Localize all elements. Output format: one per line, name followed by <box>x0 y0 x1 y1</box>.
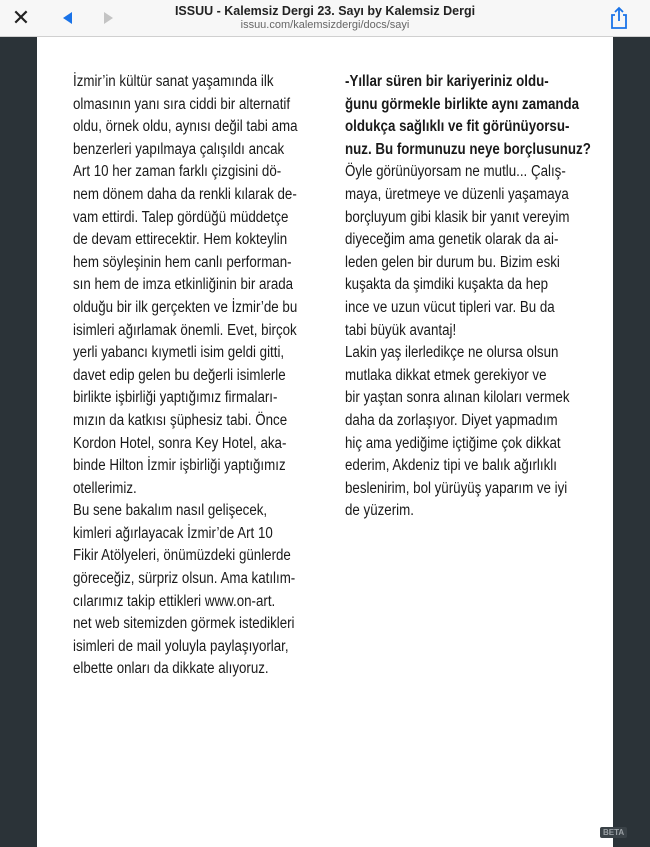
interview-answer <box>345 161 603 523</box>
text-line: göreceğiz, sürpriz olsun. Ama katılım- <box>73 570 296 588</box>
text-line: diyeceğim ama genetik olarak da ai- <box>345 231 559 249</box>
text-line: -Yıllar süren bir kariyeriniz oldu- <box>345 73 549 90</box>
text-line: maya, üretmeye ve düzenli yaşamaya <box>345 185 569 203</box>
text-line: nem dönem daha da renkli kılarak de- <box>73 185 297 203</box>
text-line: otellerimiz. <box>73 479 137 497</box>
text-line: Kordon Hotel, sonra Key Hotel, aka- <box>73 434 287 452</box>
text-line: olduğu bir ilk gerçekten ve İzmir’de bu <box>73 298 298 316</box>
text-line: daha da zorlaşıyor. Diyet yapmadım <box>345 411 558 429</box>
text-line: oldukça sağlıklı ve fit görünüyorsu- <box>345 118 570 136</box>
text-line: bir yaştan sonra alınan kiloları vermek <box>345 389 570 407</box>
text-line: İzmir’in kültür sanat yaşamında ilk <box>73 73 274 90</box>
forward-arrow-icon[interactable] <box>100 10 116 26</box>
page-title: ISSUU - Kalemsiz Dergi 23. Sayı by Kalemsiz Dergi <box>174 4 476 18</box>
text-line: mutlaka dikkat etmek gerekiyor ve <box>345 366 547 384</box>
text-line: leden gelen bir durum bu. Bizim eski <box>345 253 560 271</box>
text-line: Art 10 her zaman farklı çizgisini dö- <box>73 163 282 181</box>
browser-toolbar <box>0 0 650 37</box>
text-line: cılarımız takip ettikleri www.on-art. <box>73 592 276 610</box>
text-line: ğunu görmekle birlikte aynı zamanda <box>345 95 580 113</box>
text-line: nuz. Bu formunuzu neye borçlusunuz? <box>345 140 591 158</box>
text-line: davet edip gelen bu değerli isimlerle <box>73 366 286 384</box>
text-line: kuşakta da şimdiki kuşakta da hep <box>345 276 549 294</box>
text-line: borçluyum gibi klasik bir yanıt vereyim <box>345 208 570 226</box>
text-line: kimleri ağırlayacak İzmir’de Art 10 <box>73 524 273 542</box>
text-line: isimleri ağırlamak önemli. Evet, birçok <box>73 321 297 339</box>
interview-question <box>345 71 603 161</box>
text-line: mızın da katkısı şüphesiz tabi. Önce <box>73 411 288 429</box>
text-line: de yüzerim. <box>345 502 414 520</box>
text-line: hiç ama yediğime içtiğime çok dikkat <box>345 434 561 452</box>
text-line: de devam ettirecektir. Hem kokteylin <box>73 231 288 249</box>
text-line: Fikir Atölyeleri, önümüzdeki günlerde <box>73 547 291 565</box>
page-url[interactable]: issuu.com/kalemsizdergi/docs/sayi <box>240 19 410 31</box>
text-line: beslenirim, bol yürüyüş yaparım ve iyi <box>345 479 568 497</box>
share-icon[interactable] <box>608 6 630 30</box>
text-line: Lakin yaş ilerledikçe ne olursa olsun <box>345 344 559 362</box>
text-line: ederim, Akdeniz tipi ve balık ağırlıklı <box>345 457 557 475</box>
text-line: benzerleri yapılmaya çalışıldı ancak <box>73 140 285 158</box>
text-line: net web sitemizden görmek istedikleri <box>73 615 295 633</box>
text-line: vam ettirdi. Talep gördüğü müddetçe <box>73 208 289 226</box>
text-line: birlikte işbirliği yaptığımız firmaları- <box>73 389 278 407</box>
text-line: oldu, örnek oldu, aynısı değil tabi ama <box>73 118 298 136</box>
beta-badge: BETA <box>600 827 627 838</box>
article-right-column <box>345 71 603 523</box>
text-line: yerli yabancı kıymetli isim geldi gitti, <box>73 344 285 362</box>
back-arrow-icon[interactable] <box>60 10 76 26</box>
close-icon[interactable]: ✕ <box>11 6 31 31</box>
page-title-area <box>150 4 500 32</box>
article-left-column <box>73 71 331 681</box>
text-line: tabi büyük avantaj! <box>345 321 457 339</box>
text-line: hem söyleşinin hem canlı performan- <box>73 253 292 271</box>
text-line: elbette onları da dikkate alıyoruz. <box>73 660 269 678</box>
text-line: binde Hilton İzmir işbirliği yaptığımız <box>73 457 286 475</box>
text-line: ince ve uzun vücut tipleri var. Bu da <box>345 298 555 316</box>
text-line: Öyle görünüyorsam ne mutlu... Çalış- <box>345 163 566 181</box>
text-line: Bu sene bakalım nasıl gelişecek, <box>73 502 268 520</box>
text-line: olmasının yanı sıra ciddi bir alternatif <box>73 95 291 113</box>
text-line: sın hem de imza etkinliğinin bir arada <box>73 276 294 294</box>
magazine-page[interactable] <box>37 37 613 847</box>
text-line: isimleri de mail yoluyla paylaşıyorlar, <box>73 637 289 655</box>
